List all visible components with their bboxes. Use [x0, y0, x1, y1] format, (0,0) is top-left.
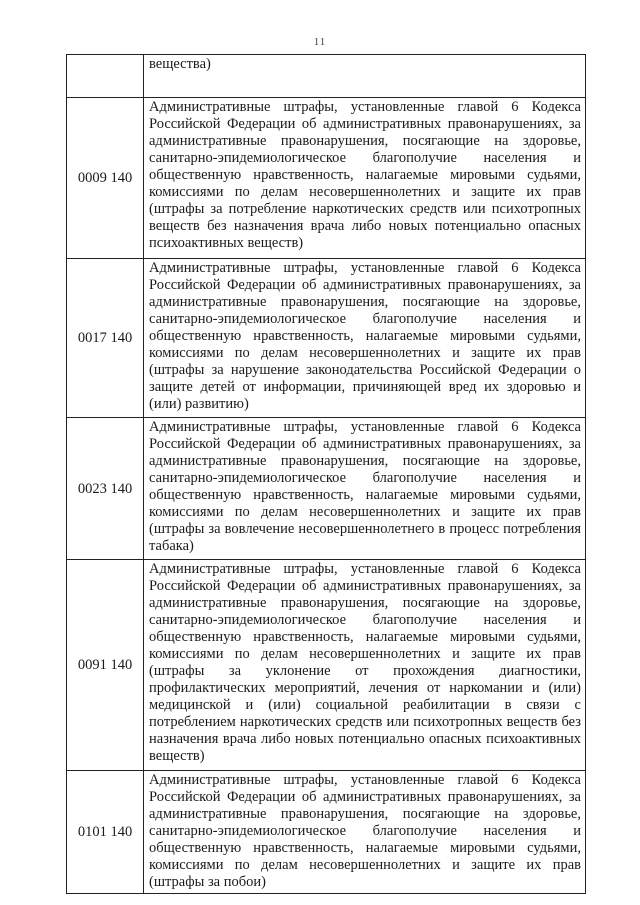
description-cell [144, 55, 586, 98]
page-number: 11 [313, 36, 327, 48]
description-cell [144, 771, 586, 894]
code-cell: 0009 140 [67, 98, 144, 259]
table-row [67, 771, 586, 894]
table-row-continued [67, 55, 586, 98]
description-text: Административные штрафы, установленные главой 6 Кодекса Российской Федерации об административных правонарушениях, за административные правонарушения, посягающие на здоровье, санитарно-эпидемиологическое благополучие населения и общественную нравственность, налагаемые мировыми судьями, комиссиями по делам несовершеннолетних и защите их прав (штрафы за уклонение от прохождения диагностики, профилактических мероприятий, лечения от наркомании и (или) медицинской и (или) социальной реабилитации в связи с потреблением наркотических средств или психотропных веществ без назначения врача либо новых потенциально опасных психоактивных веществ) [149, 561, 581, 764]
table-row [67, 98, 586, 259]
table-row [67, 259, 586, 418]
code-cell: 0023 140 [67, 418, 144, 560]
table-row [67, 560, 586, 771]
description-text: Административные штрафы, установленные главой 6 Кодекса Российской Федерации об административных правонарушениях, за административные правонарушения, посягающие на здоровье, санитарно-эпидемиологическое благополучие населения и общественную нравственность, налагаемые мировыми судьями, комиссиями по делам несовершеннолетних и защите их прав (штрафы за нарушение законодательства Российской Федерации о защите детей от информации, причиняющей вред их здоровью и (или) развитию) [149, 260, 581, 412]
code-cell [67, 55, 144, 98]
budget-codes-table [66, 54, 586, 894]
description-cell [144, 98, 586, 259]
description-text: Административные штрафы, установленные главой 6 Кодекса Российской Федерации об административных правонарушениях, за административные правонарушения, посягающие на здоровье, санитарно-эпидемиологическое благополучие населения и общественную нравственность, налагаемые мировыми судьями, комиссиями по делам несовершеннолетних и защите их прав (штрафы за побои) [149, 772, 581, 890]
code-cell: 0091 140 [67, 560, 144, 771]
description-text: Административные штрафы, установленные главой 6 Кодекса Российской Федерации об административных правонарушениях, за административные правонарушения, посягающие на здоровье, санитарно-эпидемиологическое благополучие населения и общественную нравственность, налагаемые мировыми судьями, комиссиями по делам несовершеннолетних и защите их прав (штрафы за вовлечение несовершеннолетнего в процесс потребления табака) [149, 419, 581, 554]
description-cell [144, 418, 586, 560]
description-text: вещества) [149, 56, 211, 72]
description-cell [144, 259, 586, 418]
description-text: Административные штрафы, установленные главой 6 Кодекса Российской Федерации об административных правонарушениях, за административные правонарушения, посягающие на здоровье, санитарно-эпидемиологическое благополучие населения и общественную нравственность, налагаемые мировыми судьями, комиссиями по делам несовершеннолетних и защите их прав (штрафы за потребление наркотических средств или психотропных веществ без назначения врача либо новых потенциально опасных психоактивных веществ) [149, 99, 581, 251]
description-cell [144, 560, 586, 771]
code-cell: 0101 140 [67, 771, 144, 894]
table-row [67, 418, 586, 560]
code-cell: 0017 140 [67, 259, 144, 418]
